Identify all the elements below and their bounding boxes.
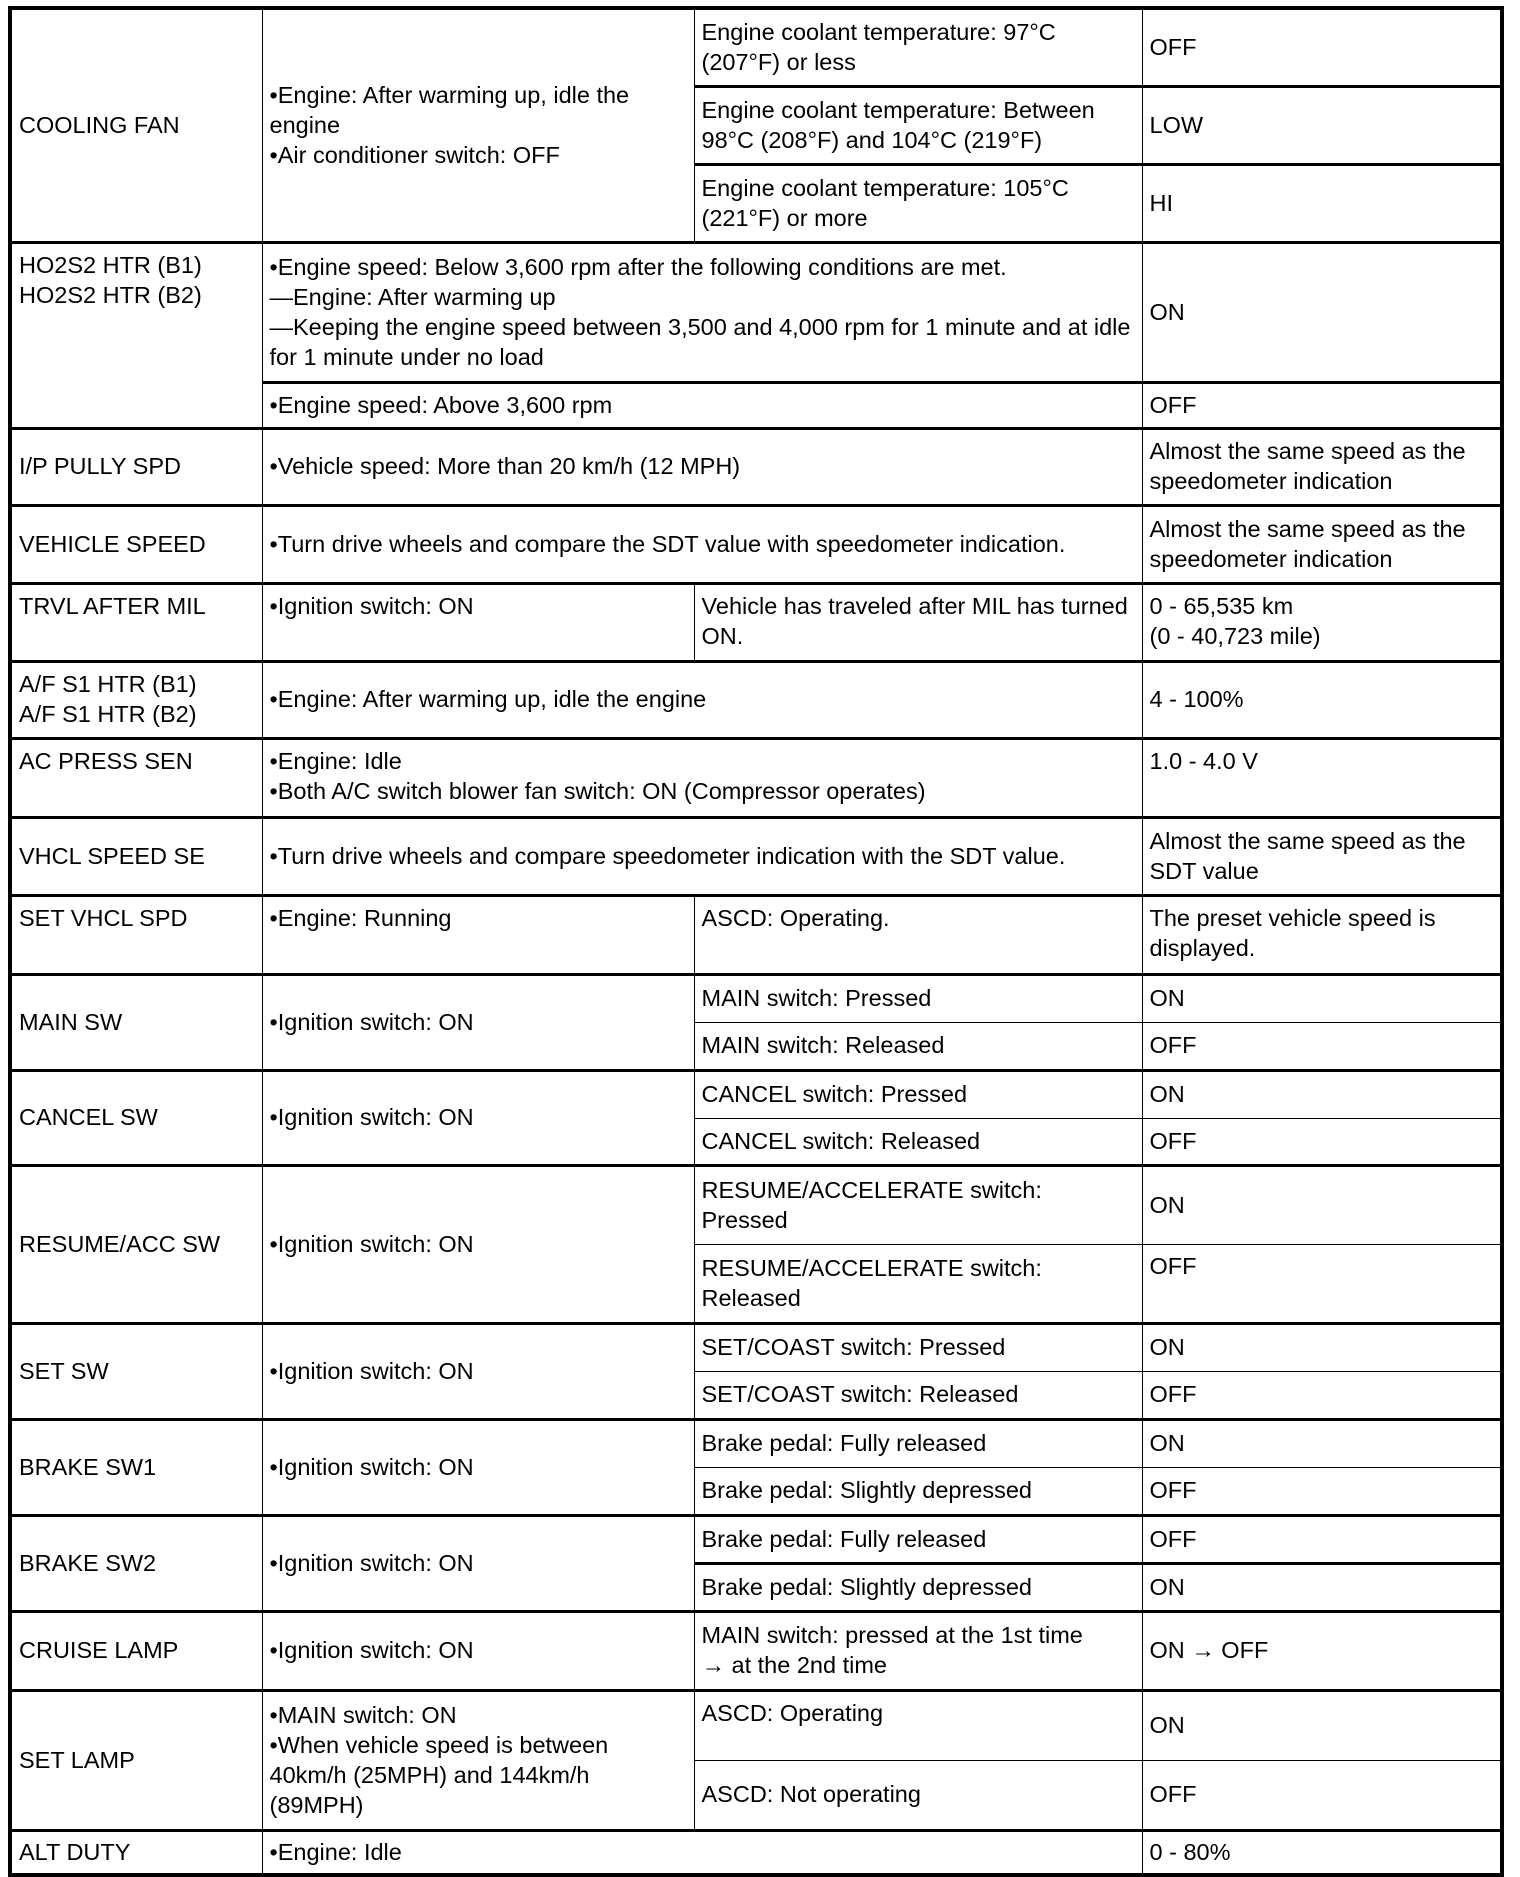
value-cell: 0 - 80% (1142, 1830, 1502, 1875)
state-cell: SET/COAST switch: Pressed (694, 1323, 1142, 1371)
monitor-item-name: ALT DUTY (10, 1830, 262, 1875)
state-line: → at the 2nd time (701, 1652, 887, 1678)
condition-line: •MAIN switch: ON (269, 1701, 457, 1728)
monitor-item-name: I/P PULLY SPD (10, 428, 262, 505)
value-cell: Almost the same speed as the speedometer indication (1142, 428, 1502, 505)
state-cell: MAIN switch: Pressed (694, 974, 1142, 1022)
monitor-item-name: MAIN SW (10, 974, 262, 1070)
monitor-item-spec-table (8, 6, 1504, 1877)
condition-cell: •Ignition switch: ON (262, 583, 694, 661)
state-cell: Brake pedal: Slightly depressed (694, 1563, 1142, 1611)
table-row-alt-duty (10, 1830, 1502, 1875)
state-cell: Brake pedal: Slightly depressed (694, 1467, 1142, 1515)
table-row-resume-acc-sw (10, 1165, 1502, 1244)
condition-cell: •Turn drive wheels and compare speedometer indication with the SDT value. (262, 817, 1142, 895)
value-cell: ON (1142, 1563, 1502, 1611)
state-cell: SET/COAST switch: Released (694, 1371, 1142, 1419)
state-cell: Engine coolant temperature: 105°C (221°F) or more (694, 164, 1142, 242)
condition-line: —Engine: After warming up (269, 283, 556, 310)
condition-cell: •Ignition switch: ON (262, 1165, 694, 1323)
table-row-cooling-fan (10, 8, 1502, 86)
value-cell: ON → OFF (1142, 1611, 1502, 1690)
value-cell: OFF (1142, 382, 1502, 428)
spec-table-container (8, 6, 1500, 1877)
condition-cell: •Engine: Running (262, 895, 694, 974)
state-cell (694, 1611, 1142, 1690)
value-cell: OFF (1142, 1467, 1502, 1515)
value-line: 0 - 65,535 km (1149, 592, 1294, 619)
monitor-item-name (10, 661, 262, 738)
condition-line: •Engine: Idle (269, 747, 402, 774)
monitor-item-name: VEHICLE SPEED (10, 505, 262, 583)
value-cell (1142, 583, 1502, 661)
condition-line: •Both A/C switch blower fan switch: ON (Compressor operates) (269, 777, 926, 804)
value-cell: ON (1142, 242, 1502, 382)
monitor-item-name: COOLING FAN (10, 8, 262, 242)
condition-cell: •Ignition switch: ON (262, 1419, 694, 1515)
condition-cell (262, 738, 1142, 817)
monitor-item-name: SET LAMP (10, 1690, 262, 1830)
table-row-vehicle-speed (10, 505, 1502, 583)
condition-cell: •Vehicle speed: More than 20 km/h (12 MPH) (262, 428, 1142, 505)
value-cell: OFF (1142, 1244, 1502, 1323)
table-row-set-vhcl-spd (10, 895, 1502, 974)
condition-cell: •Engine: After warming up, idle the engine (262, 661, 1142, 738)
state-cell: MAIN switch: Released (694, 1022, 1142, 1070)
value-cell: OFF (1142, 8, 1502, 86)
state-cell: RESUME/ACCELERATE switch: Released (694, 1244, 1142, 1323)
state-cell: Vehicle has traveled after MIL has turned ON. (694, 583, 1142, 661)
condition-cell: •Ignition switch: ON (262, 1611, 694, 1690)
condition-cell: •Engine: Idle (262, 1830, 1142, 1875)
table-row-ac-press-sen (10, 738, 1502, 817)
table-row-set-lamp (10, 1690, 1502, 1760)
condition-line: •When vehicle speed is between 40km/h (25MPH) and 144km/h (89MPH) (269, 1731, 609, 1818)
state-cell: ASCD: Operating (694, 1690, 1142, 1760)
condition-line: •Air conditioner switch: OFF (269, 141, 560, 168)
table-row-set-sw (10, 1323, 1502, 1371)
value-cell: ON (1142, 1323, 1502, 1371)
table-row-af-s1-htr (10, 661, 1502, 738)
monitor-item-name: SET SW (10, 1323, 262, 1419)
monitor-item-name: VHCL SPEED SE (10, 817, 262, 895)
value-cell: The preset vehicle speed is displayed. (1142, 895, 1502, 974)
monitor-item-name (10, 242, 262, 428)
condition-cell: •Ignition switch: ON (262, 1323, 694, 1419)
monitor-item-name: TRVL AFTER MIL (10, 583, 262, 661)
monitor-item-name: CRUISE LAMP (10, 1611, 262, 1690)
state-cell: CANCEL switch: Pressed (694, 1070, 1142, 1118)
condition-line: •Engine speed: Below 3,600 rpm after the following conditions are met. (269, 253, 1007, 280)
value-cell: HI (1142, 164, 1502, 242)
monitor-item-name: RESUME/ACC SW (10, 1165, 262, 1323)
item-line: A/F S1 HTR (B2) (19, 701, 197, 727)
value-cell: Almost the same speed as the SDT value (1142, 817, 1502, 895)
state-cell: ASCD: Operating. (694, 895, 1142, 974)
state-cell: Engine coolant temperature: 97°C (207°F) or less (694, 8, 1142, 86)
table-row-brake-sw2 (10, 1515, 1502, 1563)
condition-cell (262, 8, 694, 242)
value-cell: OFF (1142, 1371, 1502, 1419)
value-cell: OFF (1142, 1118, 1502, 1165)
value-cell: Almost the same speed as the speedometer indication (1142, 505, 1502, 583)
condition-cell: •Engine speed: Above 3,600 rpm (262, 382, 1142, 428)
table-row-ip-pully-spd (10, 428, 1502, 505)
value-cell: LOW (1142, 86, 1502, 164)
condition-cell (262, 1690, 694, 1830)
value-cell: ON (1142, 1419, 1502, 1467)
state-cell: RESUME/ACCELERATE switch: Pressed (694, 1165, 1142, 1244)
condition-cell: •Ignition switch: ON (262, 1070, 694, 1165)
monitor-item-name: AC PRESS SEN (10, 738, 262, 817)
state-cell: Brake pedal: Fully released (694, 1419, 1142, 1467)
condition-cell: •Ignition switch: ON (262, 974, 694, 1070)
value-cell: ON (1142, 1165, 1502, 1244)
condition-line: —Keeping the engine speed between 3,500 and 4,000 rpm for 1 minute and at idle for 1 minute under no load (269, 313, 1131, 370)
state-cell: ASCD: Not operating (694, 1760, 1142, 1830)
value-cell: OFF (1142, 1515, 1502, 1563)
table-row-trvl-after-mil (10, 583, 1502, 661)
table-row-vhcl-speed-se (10, 817, 1502, 895)
value-cell: 1.0 - 4.0 V (1142, 738, 1502, 817)
value-cell: 4 - 100% (1142, 661, 1502, 738)
condition-cell: •Turn drive wheels and compare the SDT value with speedometer indication. (262, 505, 1142, 583)
item-line: HO2S2 HTR (B2) (19, 281, 202, 308)
item-line: A/F S1 HTR (B1) (19, 671, 197, 697)
value-line: (0 - 40,723 mile) (1149, 622, 1321, 649)
table-row-cancel-sw (10, 1070, 1502, 1118)
monitor-item-name: BRAKE SW2 (10, 1515, 262, 1611)
condition-cell (262, 242, 1142, 382)
table-row-main-sw (10, 974, 1502, 1022)
state-line: MAIN switch: pressed at the 1st time (701, 1622, 1083, 1648)
value-cell: ON (1142, 974, 1502, 1022)
monitor-item-name: BRAKE SW1 (10, 1419, 262, 1515)
condition-line: •Engine: After warming up, idle the engine (269, 81, 630, 138)
value-cell: ON (1142, 1070, 1502, 1118)
table-row-brake-sw1 (10, 1419, 1502, 1467)
item-line: HO2S2 HTR (B1) (19, 251, 202, 278)
monitor-item-name: CANCEL SW (10, 1070, 262, 1165)
condition-cell: •Ignition switch: ON (262, 1515, 694, 1611)
table-row-cruise-lamp (10, 1611, 1502, 1690)
state-cell: CANCEL switch: Released (694, 1118, 1142, 1165)
table-row-ho2s2-htr (10, 242, 1502, 382)
state-cell: Brake pedal: Fully released (694, 1515, 1142, 1563)
monitor-item-name: SET VHCL SPD (10, 895, 262, 974)
value-cell: OFF (1142, 1022, 1502, 1070)
state-cell: Engine coolant temperature: Between 98°C (208°F) and 104°C (219°F) (694, 86, 1142, 164)
value-cell: ON (1142, 1690, 1502, 1760)
value-cell: OFF (1142, 1760, 1502, 1830)
